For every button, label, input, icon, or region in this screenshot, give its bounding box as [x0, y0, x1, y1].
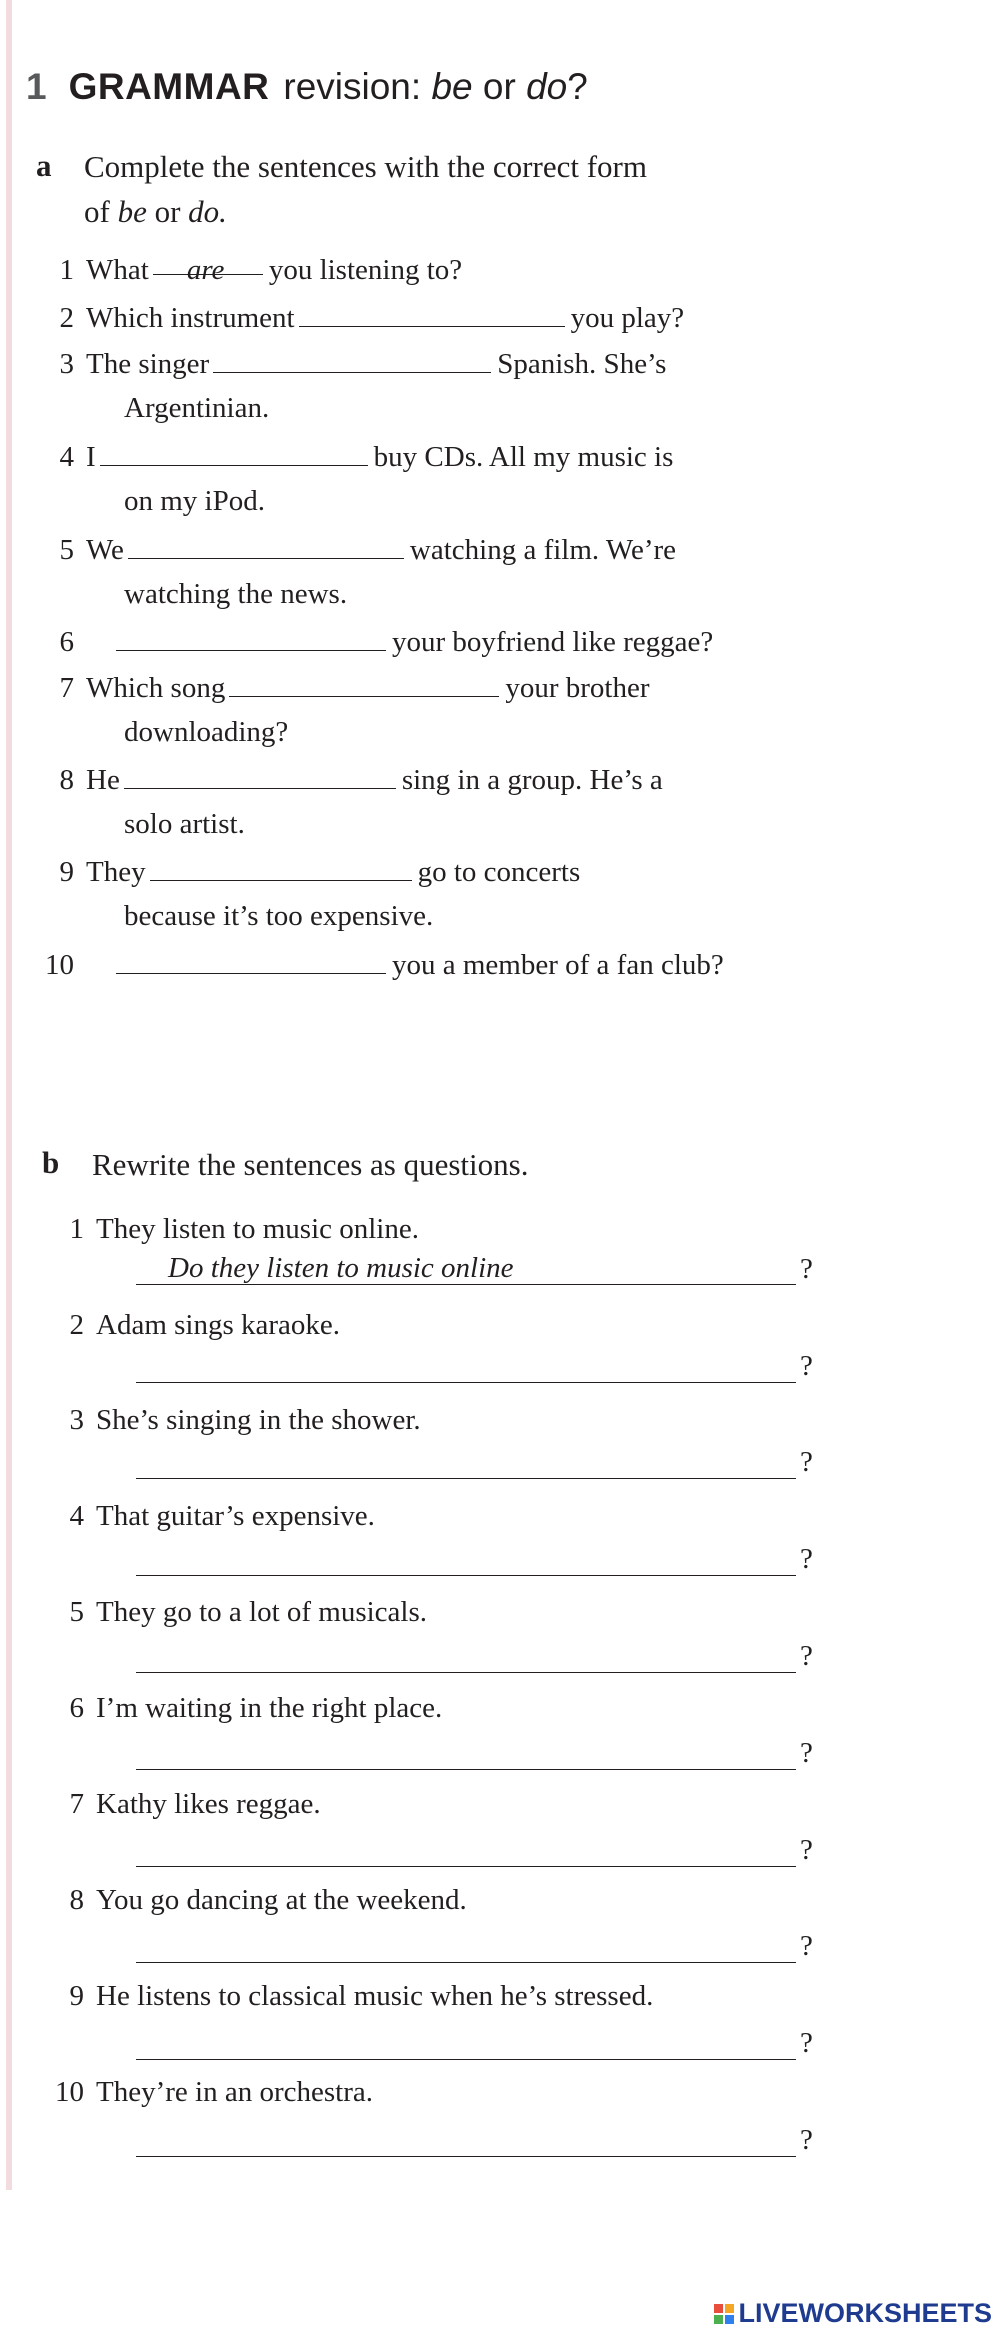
answer-blank[interactable] [229, 670, 499, 697]
question-mark: ? [800, 1446, 813, 1478]
item-number: 8 [59, 764, 74, 796]
answer-line[interactable] [136, 1244, 796, 1285]
title-do: do [526, 66, 568, 107]
b-item-4 [46, 1494, 375, 1538]
item-continuation: because it’s too expensive. [124, 900, 434, 932]
item-number: 8 [69, 1884, 84, 1916]
item-number: 9 [59, 856, 74, 888]
item-text-after: Spanish. She’s [497, 348, 667, 380]
item-sentence: She’s singing in the shower. [96, 1404, 421, 1436]
a-item-3 [36, 342, 666, 430]
section-a-instruction-line1: Complete the sentences with the correct form [84, 149, 647, 184]
revision-label: revision: [283, 66, 422, 107]
section-a-letter: a [36, 148, 52, 183]
item-number: 7 [69, 1788, 84, 1820]
item-number: 1 [59, 254, 74, 286]
a-item-5 [36, 528, 676, 616]
page-title [26, 66, 588, 108]
a-item-8 [36, 758, 663, 846]
item-number: 10 [55, 2076, 84, 2108]
item-number: 7 [59, 672, 74, 704]
question-mark: ? [800, 1834, 813, 1866]
item-text-before: I [86, 441, 96, 473]
instruction-or: or [154, 194, 181, 229]
answer-text: Do they listen to music online [168, 1252, 514, 1284]
item-text-after: your boyfriend like reggae? [392, 626, 714, 658]
instruction-of: of [84, 194, 110, 229]
answer-blank[interactable] [116, 624, 386, 651]
b-item-10 [46, 2070, 373, 2114]
item-sentence: You go dancing at the weekend. [96, 1884, 467, 1916]
item-text-after: sing in a group. He’s a [401, 764, 663, 796]
item-text-before: The singer [86, 348, 210, 380]
answer-blank[interactable] [213, 346, 491, 373]
item-sentence: They’re in an orchestra. [96, 2076, 373, 2108]
item-number: 3 [69, 1404, 84, 1436]
instruction-be: be [117, 194, 147, 229]
exercise-number: 1 [26, 66, 47, 107]
grammar-heading: GRAMMAR [68, 66, 270, 107]
question-mark: ? [800, 2027, 813, 2059]
item-text-before: He [86, 764, 120, 796]
item-text-before: Which instrument [86, 302, 295, 334]
b-item-9 [46, 1974, 653, 2018]
logo-text: LIVEWORKSHEETS [738, 2298, 992, 2328]
section-b-letter: b [42, 1145, 60, 1180]
answer-line[interactable] [136, 1438, 796, 1479]
b-item-2 [46, 1303, 340, 1347]
answer-line[interactable] [136, 1342, 796, 1383]
title-or: or [482, 66, 516, 107]
answer-blank[interactable] [150, 854, 412, 881]
question-mark: ? [800, 1350, 813, 1382]
item-number: 3 [59, 348, 74, 380]
item-number: 5 [59, 534, 74, 566]
item-sentence: Kathy likes reggae. [96, 1788, 321, 1820]
item-continuation: Argentinian. [124, 392, 270, 424]
question-mark: ? [800, 1930, 813, 1962]
title-be: be [431, 66, 473, 107]
item-text-before: What [86, 254, 149, 286]
item-sentence: I’m waiting in the right place. [96, 1692, 443, 1724]
item-sentence: That guitar’s expensive. [96, 1500, 375, 1532]
b-item-3 [46, 1398, 421, 1442]
answer-blank[interactable] [116, 947, 386, 974]
answer-line[interactable] [136, 2116, 796, 2157]
answer-line[interactable] [136, 2019, 796, 2060]
question-mark: ? [800, 1543, 813, 1575]
liveworksheets-logo-icon [714, 2304, 734, 2324]
item-number: 10 [45, 949, 74, 981]
margin-accent-bar [6, 0, 12, 2190]
item-sentence: They go to a lot of musicals. [96, 1596, 428, 1628]
answer-blank[interactable]: are [153, 248, 263, 275]
instruction-do: do. [188, 194, 227, 229]
item-text-after: you a member of a fan club? [392, 949, 724, 981]
item-number: 1 [69, 1213, 84, 1245]
b-item-5 [46, 1590, 427, 1634]
question-mark: ? [800, 1640, 813, 1672]
item-number: 4 [59, 441, 74, 473]
b-item-8 [46, 1878, 467, 1922]
item-number: 6 [59, 626, 74, 658]
answer-line[interactable] [136, 1632, 796, 1673]
answer-blank[interactable] [100, 439, 368, 466]
item-continuation: on my iPod. [124, 485, 265, 517]
b-item-7 [46, 1782, 321, 1826]
item-number: 2 [69, 1309, 84, 1341]
item-number: 5 [69, 1596, 84, 1628]
item-number: 9 [69, 1980, 84, 2012]
liveworksheets-logo[interactable] [714, 2298, 992, 2329]
answer-line[interactable] [136, 1535, 796, 1576]
a-item-7 [36, 666, 650, 754]
question-mark: ? [800, 2124, 813, 2156]
a-item-1 [36, 248, 462, 292]
item-text-after: watching a film. We’re [409, 534, 677, 566]
answer-blank[interactable] [128, 532, 404, 559]
item-text-after: buy CDs. All my music is [373, 441, 674, 473]
item-sentence: Adam sings karaoke. [96, 1309, 341, 1341]
a-item-6 [36, 620, 713, 664]
item-continuation: downloading? [124, 716, 289, 748]
item-text-after: you play? [570, 302, 685, 334]
item-sentence: He listens to classical music when he’s stressed. [96, 1980, 654, 2012]
a-item-10 [36, 943, 724, 987]
answer-blank[interactable] [124, 762, 396, 789]
a-item-4 [36, 435, 673, 523]
item-sentence: They listen to music online. [96, 1213, 419, 1245]
section-b-instruction: Rewrite the sentences as questions. [92, 1147, 529, 1182]
question-mark: ? [800, 1253, 813, 1285]
item-number: 6 [69, 1692, 84, 1724]
answer-line[interactable] [136, 1729, 796, 1770]
item-number: 4 [69, 1500, 84, 1532]
section-a-instruction [84, 144, 647, 234]
answer-line[interactable] [136, 1922, 796, 1963]
item-text-before: We [86, 534, 124, 566]
item-number: 2 [59, 302, 74, 334]
item-text-after: you listening to? [268, 254, 463, 286]
item-text-before: Which song [86, 672, 226, 704]
item-text-after: go to concerts [417, 856, 581, 888]
item-text-after: your brother [505, 672, 650, 704]
question-mark: ? [800, 1737, 813, 1769]
section-a-instruction-line2 [84, 189, 647, 234]
answer-blank[interactable] [299, 300, 565, 327]
title-question-mark: ? [567, 66, 588, 107]
a-item-2 [36, 296, 684, 340]
item-text-before: They [86, 856, 146, 888]
a-item-9 [36, 850, 580, 938]
b-item-6 [46, 1686, 442, 1730]
item-continuation: watching the news. [124, 578, 348, 610]
answer-line[interactable] [136, 1826, 796, 1867]
item-continuation: solo artist. [124, 808, 245, 840]
